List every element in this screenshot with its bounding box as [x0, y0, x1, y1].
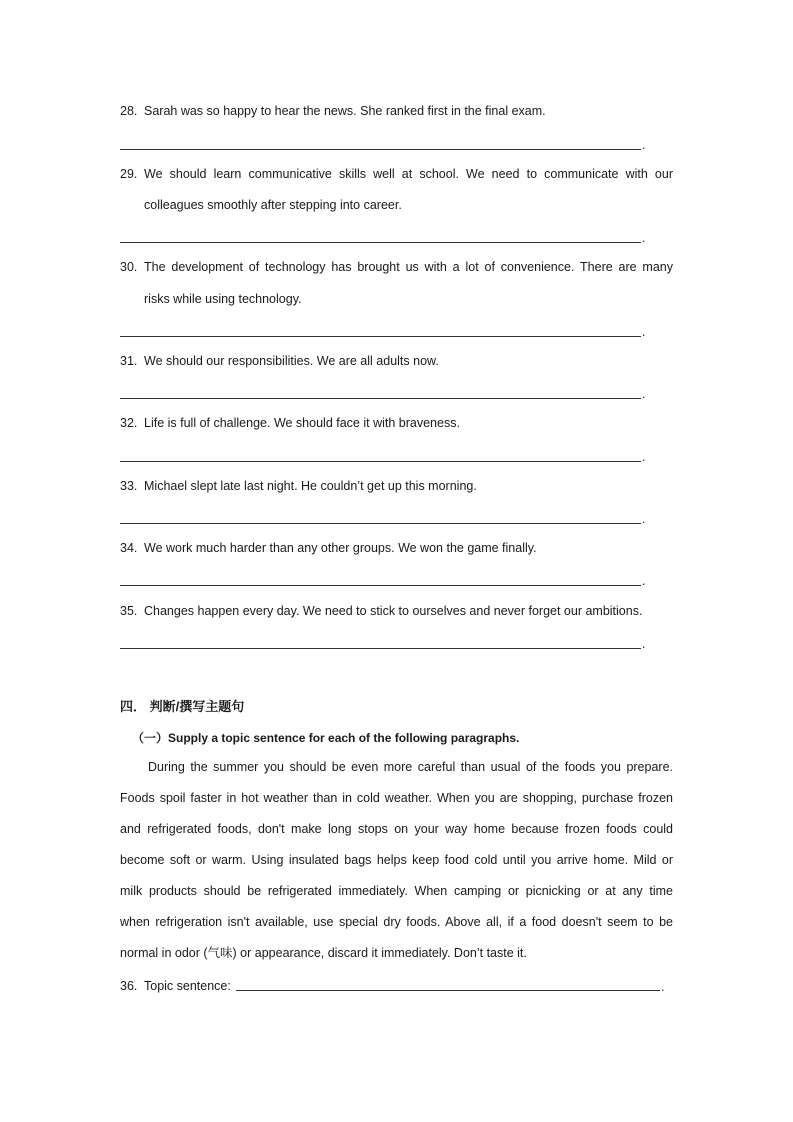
answer-period: . [642, 325, 646, 339]
question-text: Sarah was so happy to hear the news. She ranked first in the final exam. [144, 104, 546, 118]
answer-line-28[interactable] [120, 149, 641, 150]
paragraph-line: and refrigerated foods, don't make long stops on your way home because frozen foods could [120, 822, 673, 836]
question-number: 30. [120, 260, 138, 274]
question-text: We should our responsibilities. We are all adults now. [144, 354, 439, 368]
question-34 [120, 533, 673, 564]
answer-period: . [661, 980, 665, 994]
paragraph-line: normal in odor (气味) or appearance, discard it immediately. Don’t taste it. [120, 946, 527, 960]
question-text: We work much harder than any other groups. We won the game finally. [144, 541, 537, 555]
question-text: colleagues smoothly after stepping into career. [144, 198, 402, 212]
question-35 [120, 596, 673, 627]
paragraph-line: become soft or warm. Using insulated bags helps keep food cold until you arrive home. Mild or [120, 853, 673, 867]
question-text: We should learn communicative skills well at school. We need to communicate with our [144, 167, 673, 181]
question-29-continued [120, 190, 673, 221]
answer-line-30[interactable] [120, 336, 641, 337]
answer-period: . [642, 450, 646, 464]
question-29 [120, 159, 673, 190]
question-33 [120, 471, 673, 502]
paragraph-line: when refrigeration isn't available, use special dry foods. Above all, if a food doesn't seem to be [120, 915, 673, 929]
paragraph-line: Foods spoil faster in hot weather than in cold weather. When you are shopping, purchase frozen [120, 791, 673, 805]
answer-period: . [642, 138, 646, 152]
question-number: 31. [120, 354, 138, 368]
subsection-heading: （一）Supply a topic sentence for each of the following paragraphs. [132, 731, 520, 745]
answer-line-32[interactable] [120, 461, 641, 462]
question-text: The development of technology has brought us with a lot of convenience. There are many [144, 260, 673, 274]
question-number: 29. [120, 167, 138, 181]
question-number: 32. [120, 416, 138, 430]
answer-line-33[interactable] [120, 523, 641, 524]
answer-line-35[interactable] [120, 648, 641, 649]
question-number: 35. [120, 604, 138, 618]
paragraph-line: milk products should be refrigerated immediately. When camping or picnicking or at any time [120, 884, 673, 898]
question-number: 34. [120, 541, 138, 555]
paragraph-line: During the summer you should be even more careful than usual of the foods you prepare. [148, 760, 673, 774]
question-32 [120, 408, 673, 439]
answer-period: . [642, 231, 646, 245]
topic-sentence-prompt [120, 979, 231, 993]
question-30-continued [120, 284, 673, 315]
question-number: 33. [120, 479, 138, 493]
question-number: 36. [120, 979, 138, 993]
question-30 [120, 252, 673, 283]
question-text: Changes happen every day. We need to stick to ourselves and never forget our ambitions. [144, 604, 643, 618]
answer-period: . [642, 574, 646, 588]
answer-line-34[interactable] [120, 585, 641, 586]
topic-sentence-label: Topic sentence: [144, 979, 231, 993]
question-text: risks while using technology. [144, 292, 302, 306]
question-31 [120, 346, 673, 377]
question-text: Life is full of challenge. We should face it with braveness. [144, 416, 460, 430]
question-text: Michael slept late last night. He couldn’t get up this morning. [144, 479, 477, 493]
topic-sentence-answer-line[interactable] [236, 990, 660, 991]
question-28 [120, 96, 673, 127]
answer-period: . [642, 637, 646, 651]
reading-paragraph [120, 752, 673, 969]
question-number: 28. [120, 104, 138, 118]
section-heading: 四． 判断/撰写主题句 [120, 699, 245, 714]
answer-line-29[interactable] [120, 242, 641, 243]
answer-period: . [642, 512, 646, 526]
answer-period: . [642, 387, 646, 401]
answer-line-31[interactable] [120, 398, 641, 399]
